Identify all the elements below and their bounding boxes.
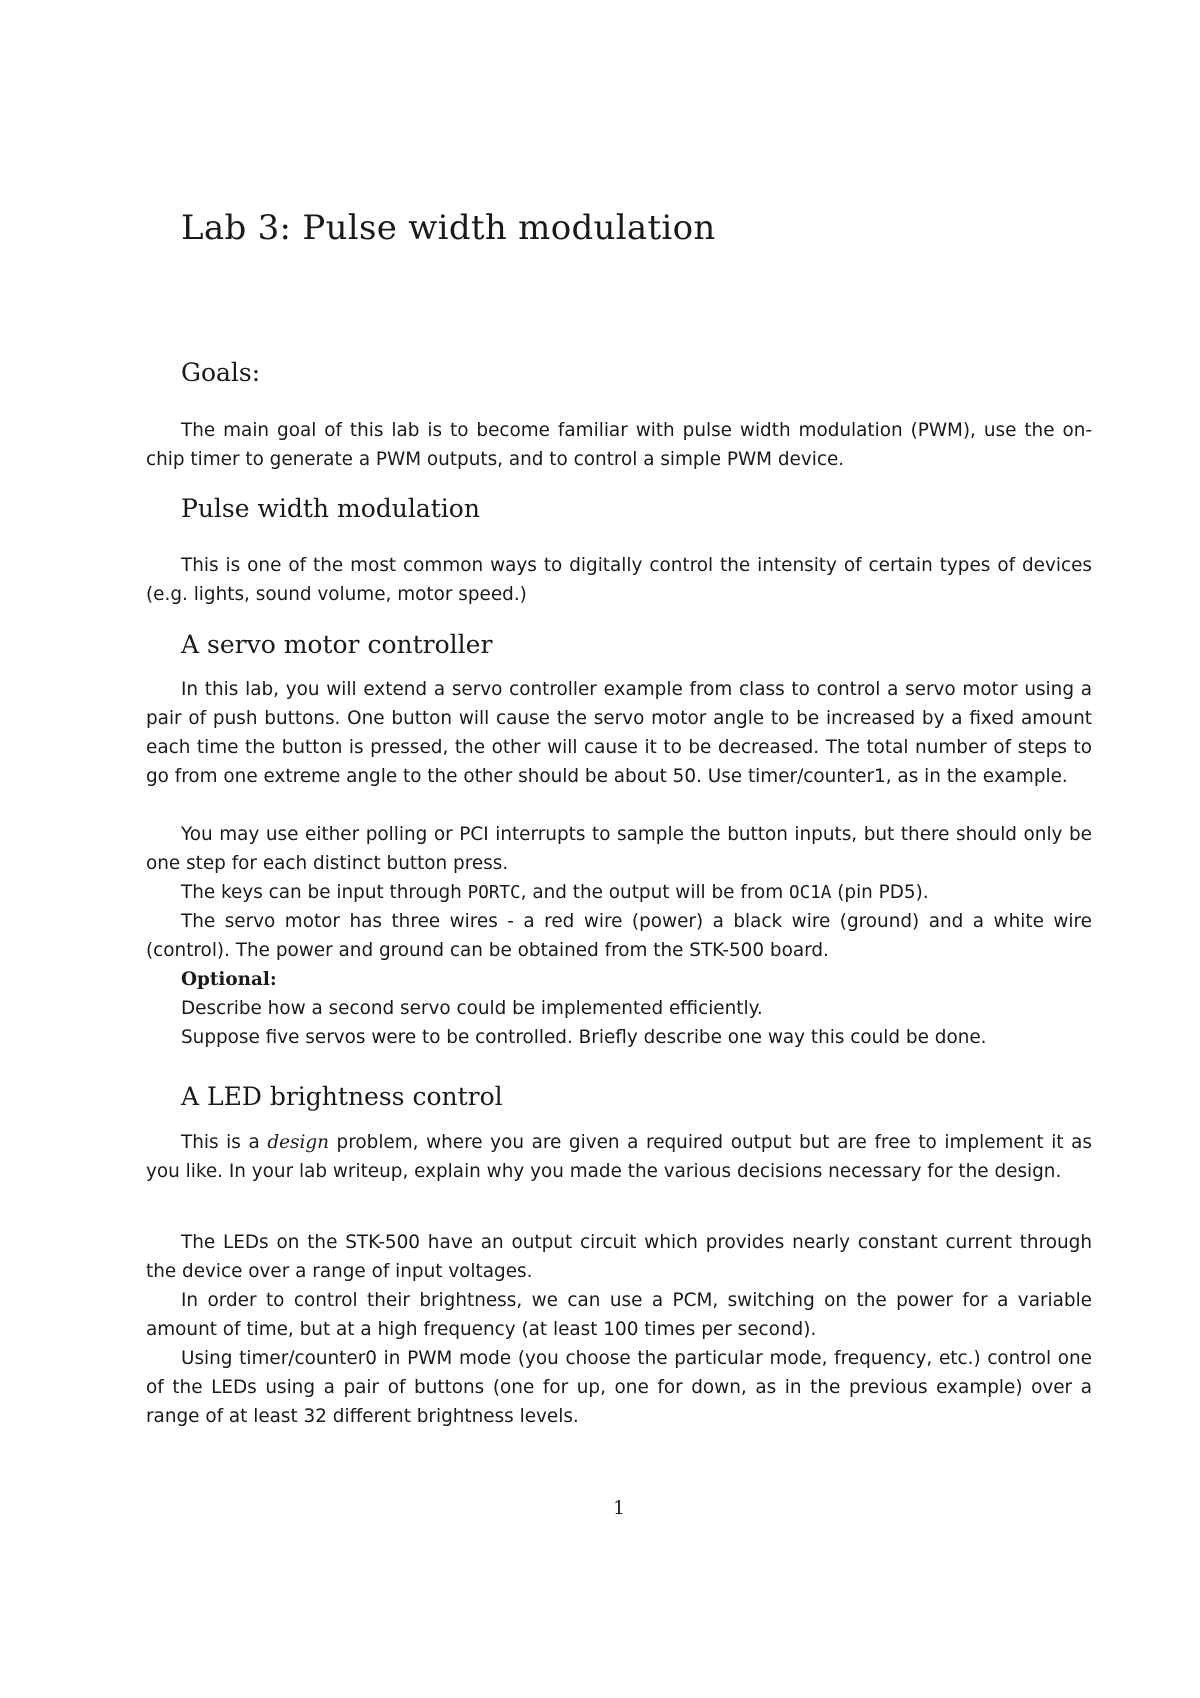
servo-p3-text-c: (pin PD5). — [831, 882, 929, 903]
led-paragraph-2: The LEDs on the STK-500 have an output circuit which provides nearly constant current through the device over a range of input voltages. — [146, 1232, 1092, 1282]
oc1a-code: OC1A — [789, 883, 832, 903]
pwm-paragraph: This is one of the most common ways to digitally control the intensity of certain types of devices (e.g. lights, sound volume, motor speed.) — [146, 555, 1092, 605]
servo-paragraph-3 — [146, 878, 1092, 908]
servo-paragraph-1: In this lab, you will extend a servo controller example from class to control a servo motor using a pair of push buttons. One button will cause the servo motor angle to be increased by a fixed amount each time the button is pressed, the other will cause it to be decreased. The total number of steps to go from one extreme angle to the other should be about 50. Use timer/counter1, as in the example. — [146, 679, 1092, 787]
page-number: 1 — [613, 1498, 625, 1519]
led-heading: A LED brightness control — [181, 1082, 503, 1111]
led-p1-text-a: This is a — [181, 1132, 268, 1153]
optional-label: Optional: — [181, 969, 277, 990]
optional-item-1: Describe how a second servo could be implemented efficiently. — [181, 998, 763, 1019]
led-paragraph-4: Using timer/counter0 in PWM mode (you choose the particular mode, frequency, etc.) control one of the LEDs using a pair of buttons (one for up, one for down, as in the previous example) over a range of at least 32 different brightness levels. — [146, 1348, 1092, 1427]
servo-paragraph-4: The servo motor has three wires - a red wire (power) a black wire (ground) and a white wire (control). The power and ground can be obtained from the STK-500 board. — [146, 911, 1092, 961]
servo-p3-text-b: , and the output will be from — [520, 882, 789, 903]
led-paragraph-3: In order to control their brightness, we can use a PCM, switching on the power for a variable amount of time, but at a high frequency (at least 100 times per second). — [146, 1290, 1092, 1340]
page-title: Lab 3: Pulse width modulation — [181, 208, 716, 248]
goals-heading: Goals: — [181, 358, 261, 387]
pwm-heading: Pulse width modulation — [181, 494, 480, 523]
servo-paragraph-2: You may use either polling or PCI interrupts to sample the button inputs, but there should only be one step for each distinct button press. — [146, 824, 1092, 874]
optional-item-2: Suppose five servos were to be controlled. Briefly describe one way this could be done. — [181, 1027, 987, 1048]
servo-p3-text-a: The keys can be input through — [181, 882, 468, 903]
design-emphasis: design — [267, 1132, 329, 1153]
goals-paragraph: The main goal of this lab is to become familiar with pulse width modulation (PWM), use the on-chip timer to generate a PWM outputs, and to control a simple PWM device. — [146, 420, 1092, 470]
led-p1-text-b: problem, where you are given a required output but are free to implement it as you like. In your lab writeup, explain why you made the various decisions necessary for the design. — [146, 1132, 1092, 1182]
optional-label-line — [146, 965, 1092, 994]
led-paragraph-1 — [146, 1128, 1092, 1186]
servo-heading: A servo motor controller — [181, 630, 493, 659]
portc-code: PORTC — [467, 883, 521, 903]
